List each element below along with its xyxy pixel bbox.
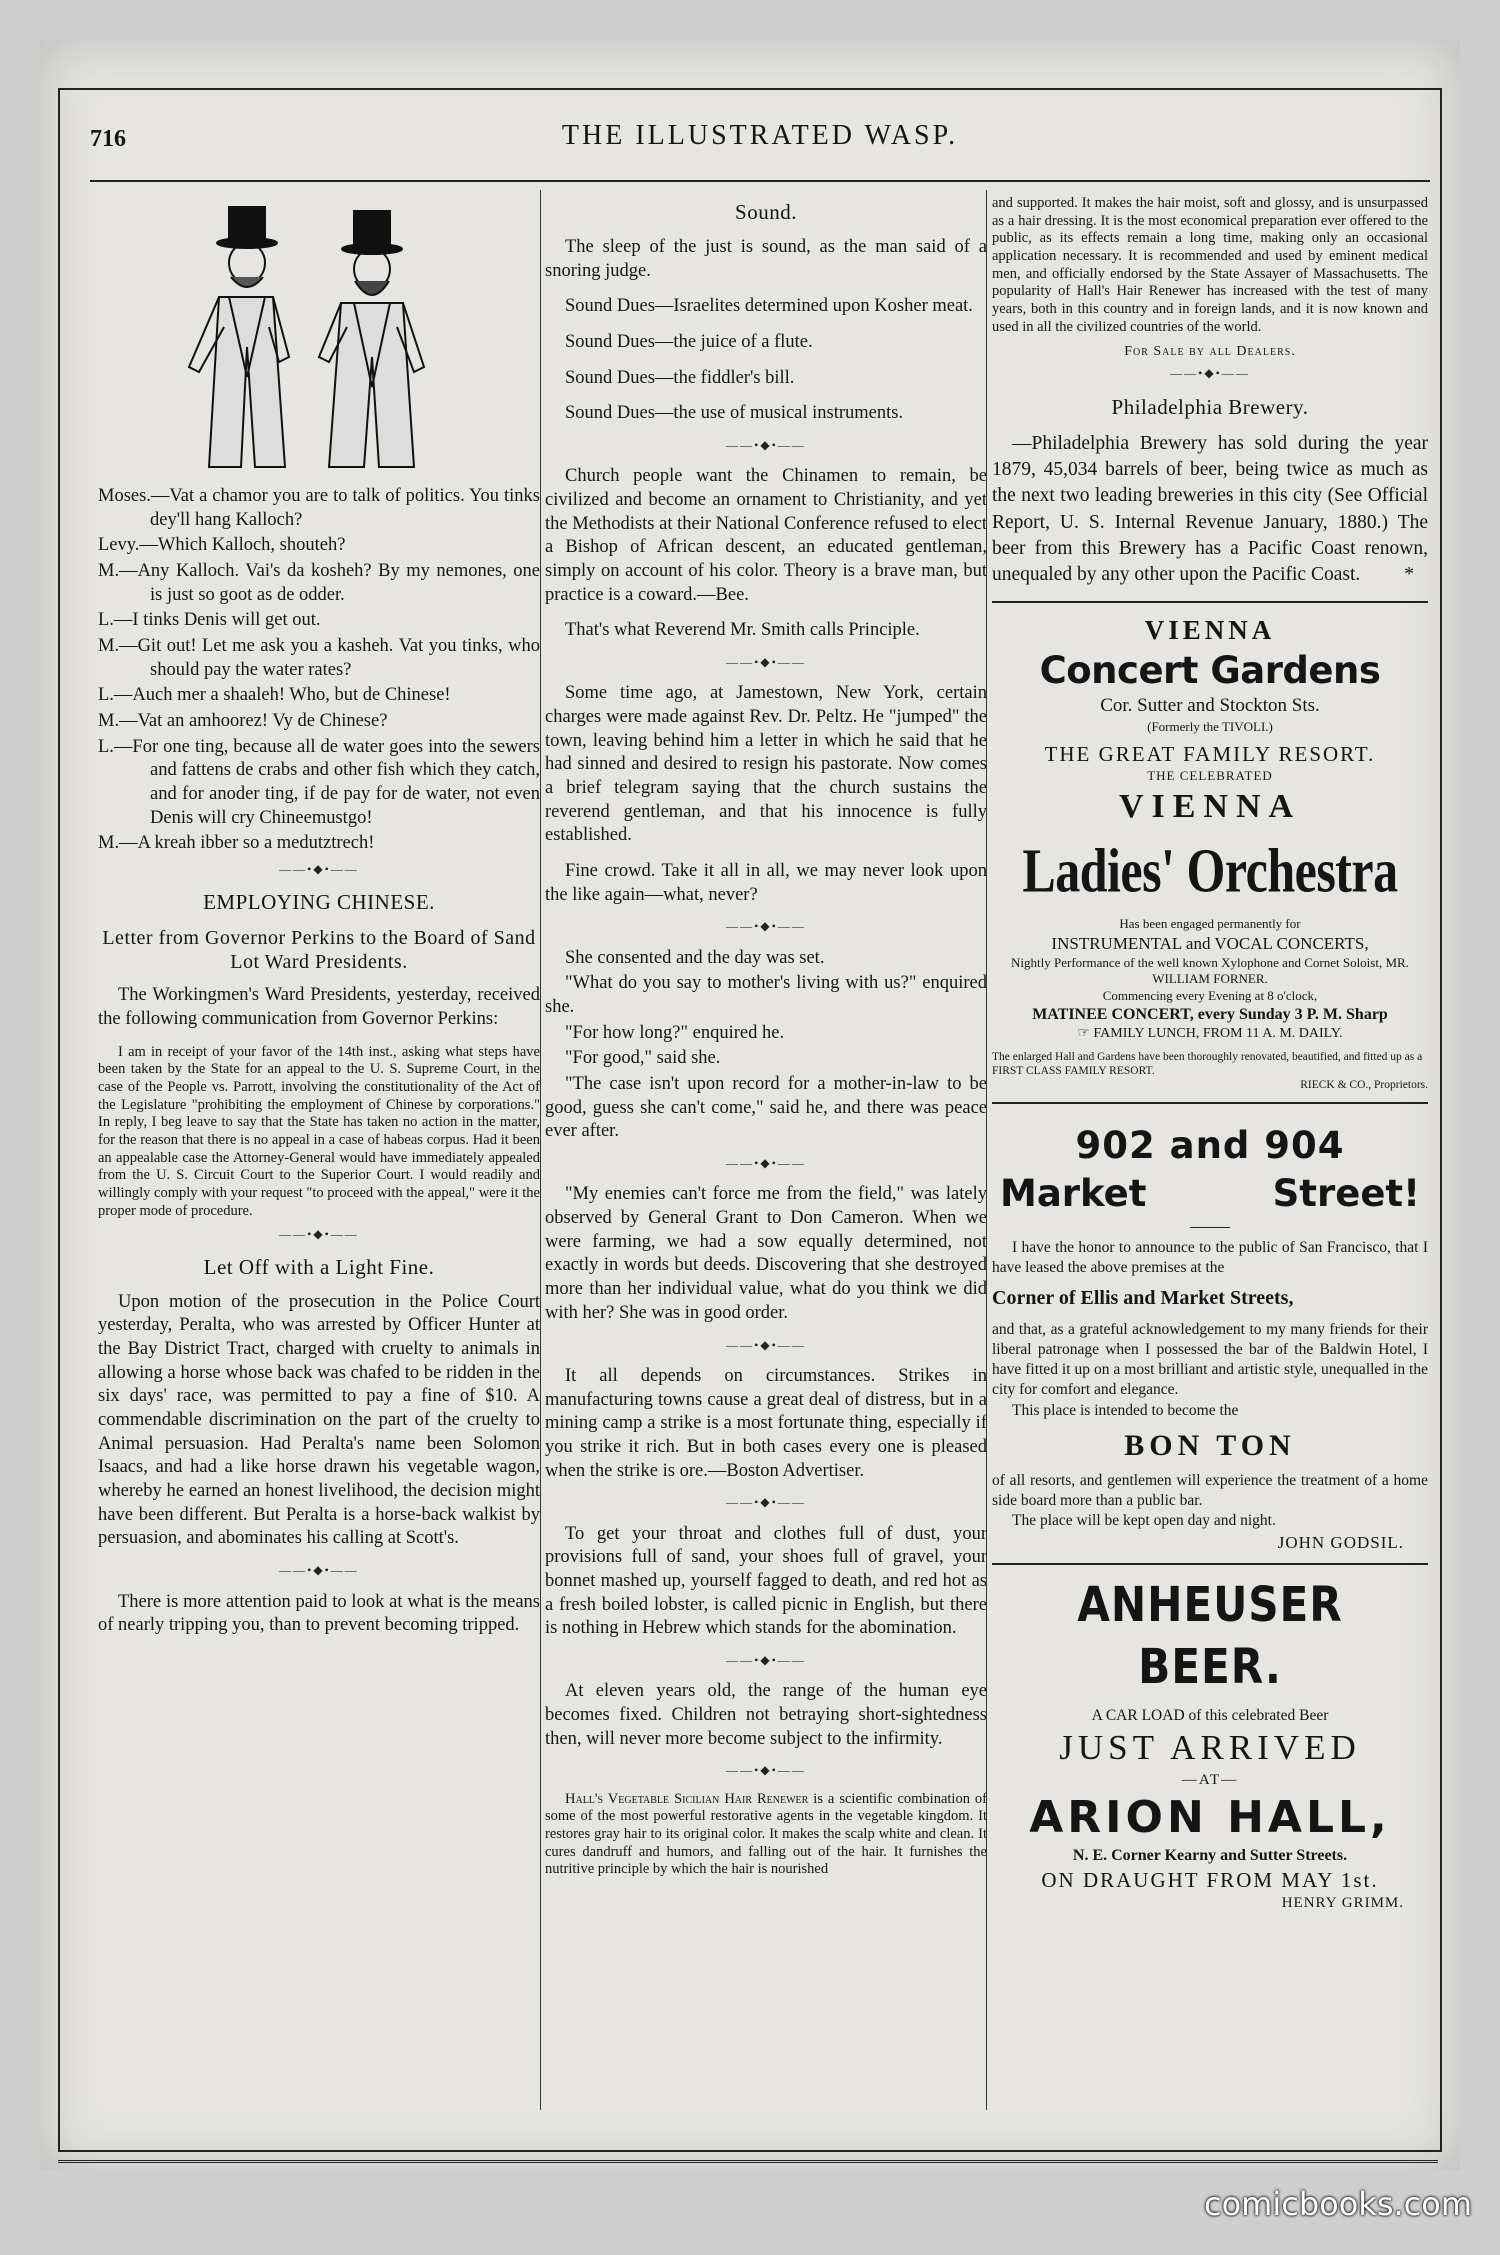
ad-street-word: Street! — [1272, 1171, 1420, 1215]
ad-celebrated: THE CELEBRATED — [1147, 768, 1273, 784]
mother-line: "For how long?" enquired he. — [565, 1022, 785, 1043]
dialogue-line: M.—Vat an amhoorez! Vy de Chinese? — [98, 711, 388, 732]
ad-rule — [992, 1563, 1428, 1565]
ad-carload: A CAR LOAD of this celebrated Beer — [1091, 1707, 1329, 1725]
ad-matinee: MATINEE CONCERT, every Sunday 3 P. M. Sharp — [1032, 1005, 1388, 1023]
ad-enlarged: The enlarged Hall and Gardens have been thoroughly renovated, beautified, and fitted up as a FIRST CLASS FAMILY RESORT. — [992, 1051, 1423, 1077]
article-body-brewery — [992, 431, 1428, 589]
brewery-text: —Philadelphia Brewery has sold during the year 1879, 45,034 barrels of beer, being twice as much as the next two leading breweries in this city (See Official Report, U. S. Internal Revenue January, 1880.) The beer from this Brewery has a Pacific Coast renown, unequaled by any other upon the Pacific Coast. — [992, 432, 1428, 586]
dialogue-line: L.—For one ting, because all de water goes into the sewers and fattens de crabs and other fish which they catch, and for anoder ting, if de pay for de water, not even Denis will cry Chineemustgo! — [98, 736, 540, 828]
column-2 — [545, 195, 987, 2105]
ad-resorts: of all resorts, and gentlemen will experience the treatment of a home side board more than a public bar. — [992, 1472, 1428, 1510]
cartoon-illustration — [169, 197, 469, 477]
dialogue-line: Levy.—Which Kalloch, shouteh? — [98, 535, 346, 556]
separator: ——•◆•—— — [726, 1495, 806, 1510]
separator: ——•◆•—— — [279, 1226, 359, 1241]
ad-concerts: INSTRUMENTAL and VOCAL CONCERTS, — [1051, 934, 1369, 953]
column-1 — [98, 195, 540, 2105]
article-body-picnic: To get your throat and clothes full of dust, your provisions full of sand, your shoes full of gravel, your bonnet mashed up, yourself fagged to death, and red hot as a fresh boiled lobster, is called picnic in English, but there is nothing in Hebrew which stands for the abomination. — [545, 1523, 987, 1639]
sound-item: Sound Dues—Israelites determined upon Kosher meat. — [565, 296, 973, 317]
vienna-concert-ad — [992, 613, 1428, 1093]
letter-body: I am in receipt of your favor of the 14th inst., asking what steps have been taken by the State for an appeal to the U. S. Supreme Court, in the case of the People vs. Parrott, involving the constitutionality of the Act of the Legislature "prohibiting the employment of Chinese by corporations." In reply, I beg leave to say that the State has taken no action in the matter, for the reason that there is no appeal in a case of habeas corpus. Had it been an appealable case the Attorney-General would have immediately appealed from the U. S. Circuit Court to the Superior Court. I would readily and willingly comply with your request "to proceed with the appeal," were it the proper mode of procedure. — [98, 1043, 540, 1219]
sound-item: Sound Dues—the juice of a flute. — [565, 331, 813, 352]
letter-intro: The Workingmen's Ward Presidents, yesterday, received the following communication from Governor Perkins: — [98, 985, 540, 1029]
ad-anheuser-title: ANHEUSER BEER. — [1077, 1577, 1343, 1695]
ad-intended: This place is intended to become the — [1012, 1401, 1239, 1419]
dialogue-line: M.—A kreah ibber so a medutztrech! — [98, 833, 375, 854]
separator: ——•◆•—— — [726, 1763, 806, 1778]
page-number: 716 — [90, 126, 126, 152]
ad-concert-gardens: Concert Gardens — [1039, 649, 1381, 693]
separator: ——•◆•—— — [726, 919, 806, 934]
ad-lunch: ☞ FAMILY LUNCH, FROM 11 A. M. DAILY. — [1077, 1026, 1343, 1042]
dialogue-line: Moses.—Vat a chamor you are to talk of politics. You tinks dey'll hang Kalloch? — [98, 486, 540, 530]
dialogue-line: L.—Auch mer a shaaleh! Who, but de Chinese! — [98, 685, 451, 706]
ad-arrived: JUST ARRIVED — [1059, 1727, 1361, 1767]
separator: ——•◆•—— — [726, 1156, 806, 1171]
ad-proprietors: RIECK & CO., Proprietors. — [1300, 1078, 1428, 1091]
ad-bon-ton: BON TON — [1124, 1428, 1296, 1462]
separator: ——•◆•—— — [726, 1337, 806, 1352]
anheuser-beer-ad — [992, 1575, 1428, 1913]
article-title-brewery: Philadelphia Brewery. — [1111, 394, 1309, 419]
bottom-rule — [58, 2160, 1438, 2163]
ad-vienna-formerly: (Formerly the TIVOLI.) — [1147, 718, 1273, 734]
header-rule — [90, 180, 1430, 182]
ad-vienna-orchestra-heading: VIENNA — [1118, 787, 1302, 825]
ad-market-street — [992, 1170, 1428, 1217]
ad-short-rule — [1190, 1227, 1230, 1228]
mother-line: She consented and the day was set. — [565, 947, 825, 968]
mother-line: "What do you say to mother's living with us?" enquired she. — [545, 973, 987, 1018]
hair-renewer-text: is a scientific combination of some of the most powerful restorative agents in the vegetable kingdom. It restores gray hair to its original color. It makes the scalp white and clean. It cures dandruff and humors, and falling out of the hair. It furnishes the nutritive principle by which the hair is nourished — [545, 1790, 987, 1878]
article-body-eleven: At eleven years old, the range of the human eye becomes fixed. Children not betraying short-sightedness then, will never more become subject to the infirmity. — [545, 1681, 987, 1749]
page-header — [90, 120, 1430, 160]
ad-vienna-heading: VIENNA — [1144, 614, 1276, 645]
separator: ——•◆•—— — [726, 654, 806, 669]
ad-at: —AT— — [1181, 1771, 1239, 1788]
separator: ——•◆•—— — [726, 1652, 806, 1667]
separator: ——•◆•—— — [726, 437, 806, 452]
ad-open: The place will be kept open day and night. — [1012, 1512, 1276, 1530]
ad-market-body: and that, as a grateful acknowledgement to my many friends for their liberal patronage when I possessed the bar of the Baldwin Hotel, I have fitted it up on a most brilliant and artistic style, unequalled in the city for comfort and elegance. — [992, 1320, 1428, 1399]
article-body-fine-crowd: Fine crowd. Take it all in all, we may never look upon the like again—what, never? — [545, 861, 987, 905]
article-title-fine: Let Off with a Light Fine. — [203, 1254, 435, 1279]
ad-market-word: Market — [1000, 1171, 1147, 1215]
ad-rule — [992, 1102, 1428, 1104]
sound-intro: The sleep of the just is sound, as the man said of a snoring judge. — [545, 236, 987, 281]
brewery-mark: * — [1404, 564, 1414, 586]
ad-street-numbers: 902 and 904 — [1075, 1124, 1345, 1168]
article-body-enemies: "My enemies can't force me from the field," was lately observed by General Grant to Don Cameron. When we were farming, we had a sow equally determined, not exactly in words but deeds. Discovering that she destroyed more than her individual value, what do you think we did with her? She was in good order. — [545, 1184, 987, 1323]
ad-nightly: Nightly Performance of the well known Xylophone and Cornet Soloist, MR. WILLIAM FORNER. — [1011, 954, 1409, 987]
separator: ——•◆•—— — [1170, 366, 1250, 381]
ad-arion-hall: ARION HALL, — [1029, 1791, 1391, 1843]
column-rule-1 — [540, 190, 541, 2110]
ad-signature-godsil: JOHN GODSIL. — [1277, 1532, 1404, 1552]
article-body-church: Church people want the Chinamen to remain, be civilized and become an ornament to Christianity, and yet the Methodists at their National Conference refused to elect a Bishop of African descent, an educated gentleman, simply on account of his color. Theory is a brave man, but practice is a coward.—Bee. — [545, 466, 987, 605]
sound-item: Sound Dues—the use of musical instruments. — [565, 403, 904, 424]
ad-rule — [992, 601, 1428, 603]
ad-corner: Corner of Ellis and Market Streets, — [992, 1287, 1294, 1310]
article-body-fine: Upon motion of the prosecution in the Police Court yesterday, Peralta, who was arrested by Officer Hunter at the Bay District Tract, charged with cruelty to animals in allowing a horse whose back was chafed to be ridden in the six days' race, was permitted to pay a fine of $10. A commendable discrimination on the part of the cruelty to Animal persuasion. Had Peralta's name been Solomon Isaacs, and had a like horse drawn his vegetable wagon, whereby he earned an honest livelihood, the decision might have been different. But Peralta is a horse-back walkist by persuasion, and abominates his calling at Scott's. — [98, 1291, 540, 1549]
ad-family-resort: THE GREAT FAMILY RESORT. — [1044, 742, 1376, 767]
dialogue-line: L.—I tinks Denis will get out. — [98, 610, 321, 631]
dialogue-line: M.—Any Kalloch. Vai's da kosheh? By my nemones, one is just so goot as de odder. — [98, 561, 540, 605]
mother-line: "For good," said she. — [565, 1048, 721, 1069]
hair-renewer-lead: Hall's Vegetable Sicilian Hair Renewer — [565, 1790, 809, 1807]
masthead-title: THE ILLUSTRATED WASP. — [561, 120, 959, 151]
watermark: comicbooks.com — [1203, 2185, 1472, 2223]
ad-arion-corner: N. E. Corner Kearny and Sutter Streets. — [1072, 1847, 1348, 1865]
market-street-ad — [992, 1122, 1428, 1553]
mother-line: "The case isn't upon record for a mother-in-law to be good, guess she can't come," said he, and there was peace ever after. — [545, 1074, 987, 1142]
column-3 — [992, 195, 1428, 2105]
ad-signature-grimm: HENRY GRIMM. — [1281, 1894, 1404, 1911]
ad-announce: I have the honor to announce to the public of San Francisco, that I have leased the above premises at the — [992, 1239, 1428, 1277]
separator: ——•◆•—— — [279, 862, 359, 877]
ad-commencing: Commencing every Evening at 8 o'clock, — [1102, 988, 1318, 1003]
ad-draught: ON DRAUGHT FROM MAY 1st. — [1041, 1867, 1379, 1892]
dialogue — [98, 485, 540, 856]
dialogue-line: M.—Git out! Let me ask you a kasheh. Vat you tinks, who should pay the water rates? — [98, 636, 540, 680]
article-subtitle-letter: Letter from Governor Perkins to the Board of Sand Lot Ward Presidents. — [102, 927, 536, 974]
ad-ladies-orchestra: Ladies' Orchestra — [1022, 835, 1398, 906]
for-sale-line: For Sale by all Dealers. — [1124, 343, 1296, 359]
ad-vienna-address: Cor. Sutter and Stockton Sts. — [1100, 695, 1320, 717]
ad-engaged: Has been engaged permanently for — [1119, 916, 1301, 932]
article-body-smith: That's what Reverend Mr. Smith calls Principle. — [565, 620, 920, 641]
hair-renewer-ad — [545, 1791, 987, 1879]
sound-item: Sound Dues—the fiddler's bill. — [565, 367, 795, 388]
article-body-circumstances: It all depends on circumstances. Strikes in manufacturing towns cause a great deal of distress, but in a mining camp a strike is a most fortunate thing, especially if you strike it rich. But in both cases every one is pleased when the strike is ore.—Boston Advertiser. — [545, 1365, 987, 1481]
hair-renewer-continued: and supported. It makes the hair moist, soft and glossy, and is unsurpassed as a hair dressing. It is the most economical preparation ever offered to the public, as its effects remain a long time, making only an occasional application necessary. It is recommended and used by eminent medical men, and officially endorsed by the State Assayer of Massachusetts. The popularity of Hall's Hair Renewer has increased with the test of many years, both in this country and in foreign lands, and it is now known and used in all the civilized countries of the world. — [992, 195, 1428, 335]
article-body-jamestown: Some time ago, at Jamestown, New York, certain charges were made against Rev. Dr. Peltz. He "jumped" the town, leaving behind him a letter in which he said that he had sinned and desired to resign his pastorate. Now comes a brief telegram saying that the church sustains the reverend gentleman, and that his innocence is fully established. — [545, 683, 987, 846]
article-title-employing: EMPLOYING CHINESE. — [203, 890, 435, 915]
article-title-sound: Sound. — [735, 200, 797, 224]
separator: ——•◆•—— — [279, 1563, 359, 1578]
article-body-attention: There is more attention paid to look at what is the means of nearly tripping you, than to prevent becoming tripped. — [98, 1591, 540, 1636]
